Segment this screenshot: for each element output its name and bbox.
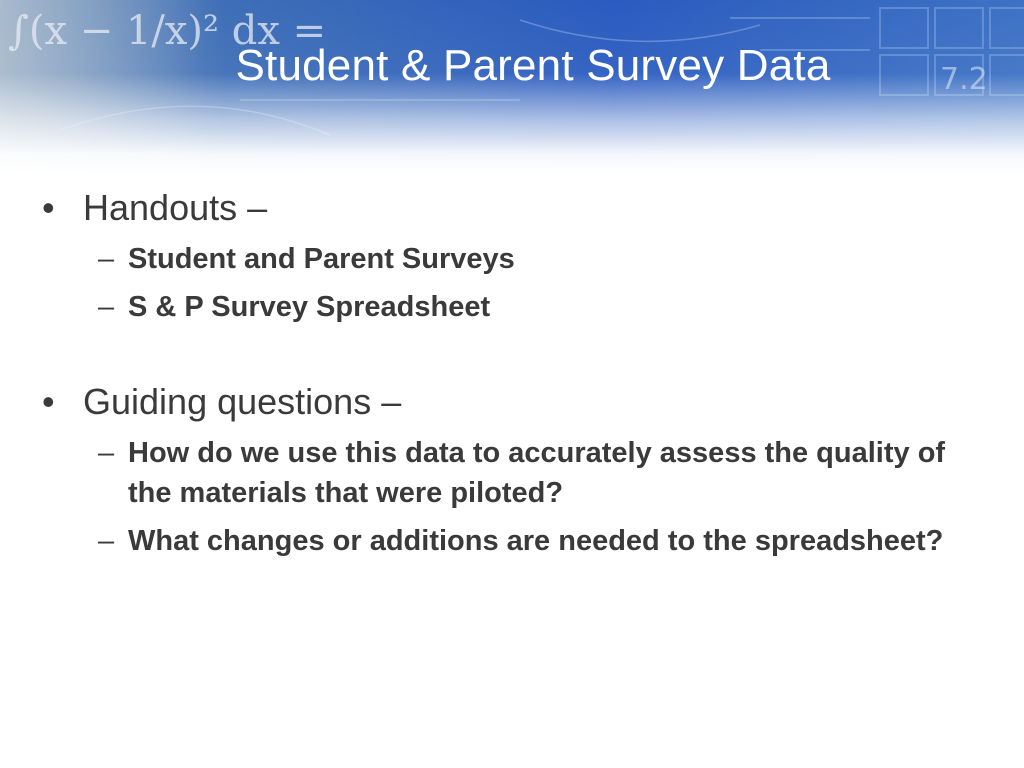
slide-content xyxy=(42,185,962,561)
bullet-label: Guiding questions – xyxy=(83,381,402,422)
slide-title: Student & Parent Survey Data xyxy=(235,41,831,90)
bullet-guiding-questions xyxy=(42,379,962,425)
sub-dash: – xyxy=(98,525,115,557)
sub-dash: – xyxy=(98,437,115,469)
sub-item xyxy=(42,433,962,513)
sub-item-text: Student and Parent Surveys xyxy=(128,243,515,275)
sub-item-text: How do we use this data to accurately assess the quality of the materials that were piloted? xyxy=(128,437,946,509)
sub-item xyxy=(42,287,962,327)
bullet-handouts xyxy=(42,185,962,231)
sub-dash: – xyxy=(98,243,115,275)
sub-dash: – xyxy=(98,291,115,323)
sub-item xyxy=(42,239,962,279)
sub-item-text: What changes or additions are needed to the spreadsheet? xyxy=(128,525,944,557)
sub-item-text: S & P Survey Spreadsheet xyxy=(128,291,491,323)
banner-figure: 7.2 xyxy=(940,62,988,97)
banner-formula: ∫(x − 1/x)² dx = xyxy=(8,8,327,54)
bullet-dot: • xyxy=(42,187,55,228)
bullet-label: Handouts – xyxy=(83,187,268,228)
bullet-dot: • xyxy=(42,381,55,422)
sub-item xyxy=(42,521,962,561)
